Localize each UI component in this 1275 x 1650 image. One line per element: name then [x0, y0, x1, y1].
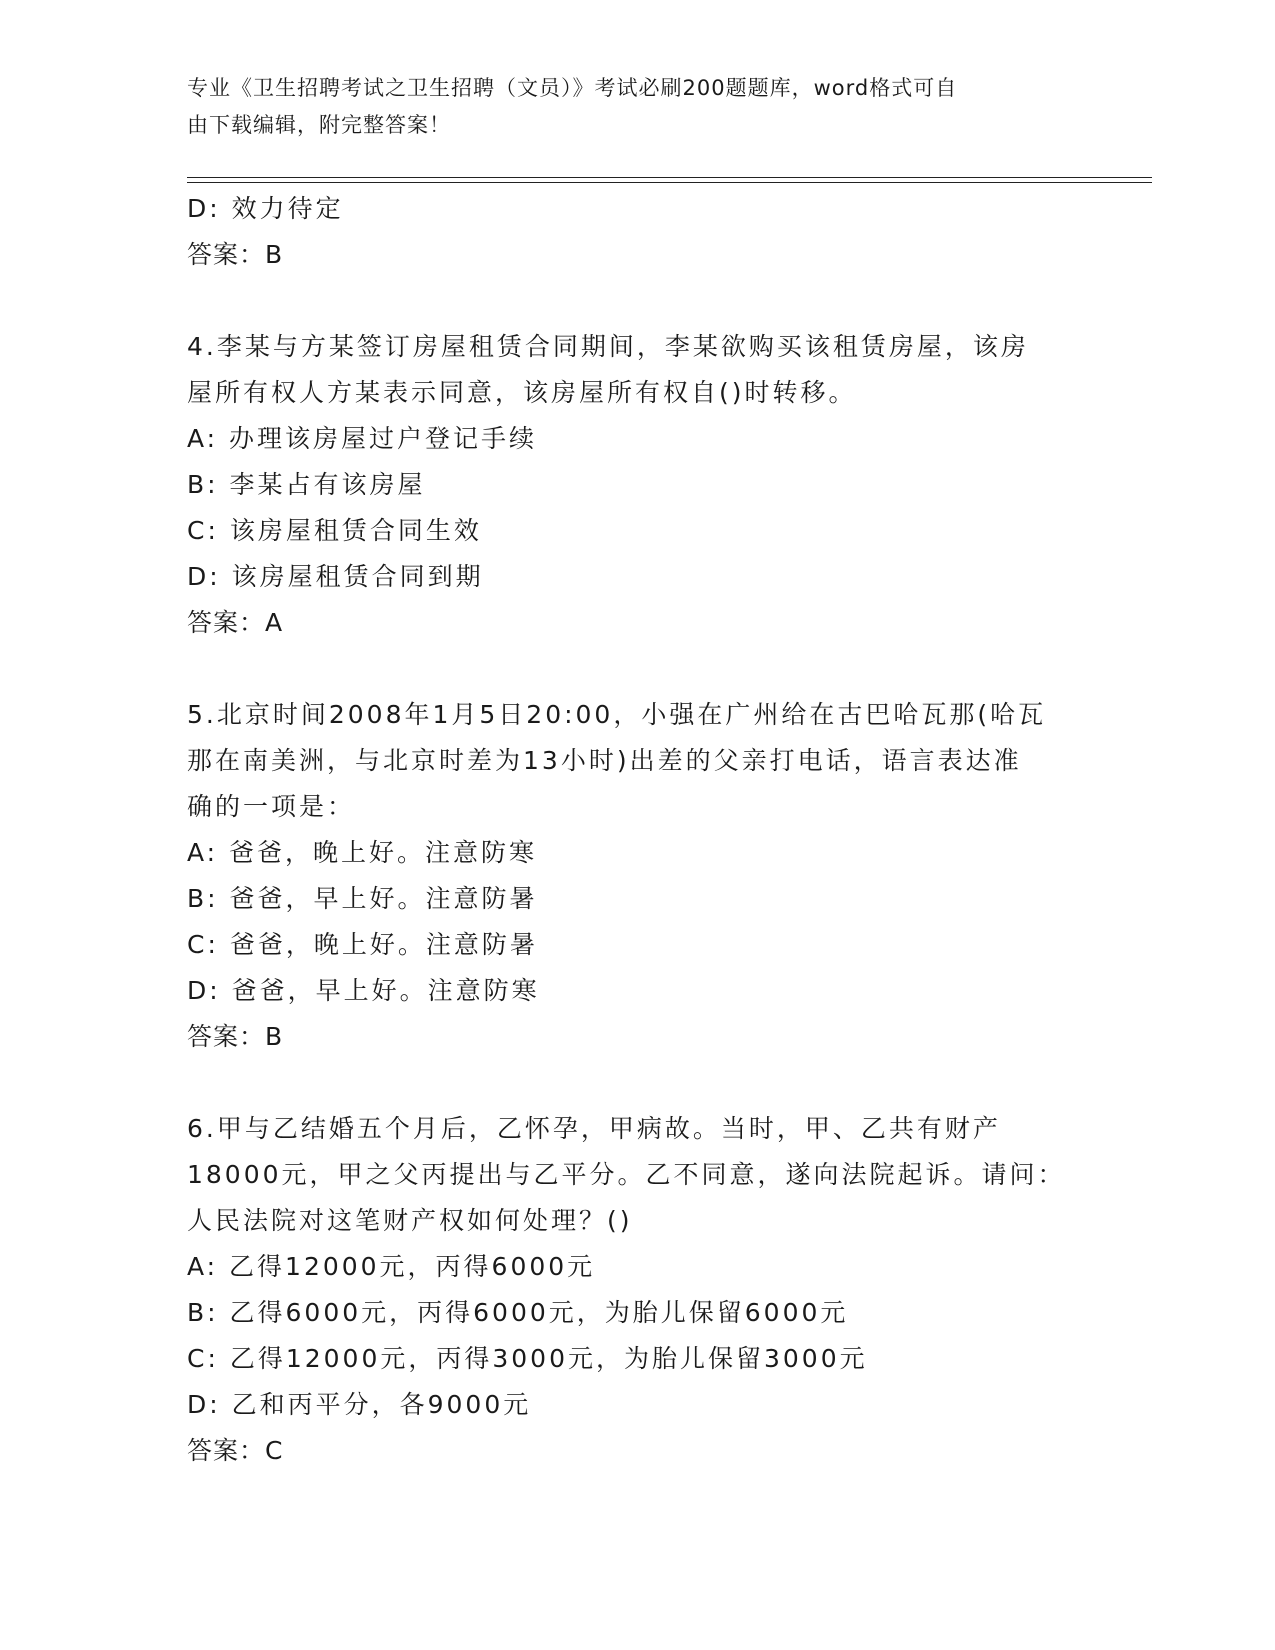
- header-divider-bottom: [187, 182, 1152, 183]
- option-c: C: 爸爸，晚上好。注意防暑: [187, 930, 538, 959]
- option-d: D: 爸爸，早上好。注意防寒: [187, 976, 540, 1005]
- spacer: [187, 646, 1087, 692]
- document-header: [187, 70, 1087, 144]
- header-title-line-2: 由下载编辑，附完整答案！: [187, 113, 451, 137]
- question-stem-line: 18000元，甲之父丙提出与乙平分。乙不同意，遂向法院起诉。请问：: [187, 1160, 1066, 1189]
- question-stem-line: 确的一项是：: [187, 792, 356, 821]
- question-stem-line: 屋所有权人方某表示同意，该房屋所有权自()时转移。: [187, 378, 857, 407]
- option-c: C: 乙得12000元，丙得3000元，为胎儿保留3000元: [187, 1344, 868, 1373]
- answer: 答案：B: [187, 240, 284, 269]
- answer: 答案：B: [187, 1022, 284, 1051]
- question-list: [187, 186, 1087, 1474]
- question-6: [187, 1106, 1087, 1474]
- question-stem-line: 人民法院对这笔财产权如何处理？(): [187, 1206, 633, 1235]
- option-d: D: 效力待定: [187, 194, 344, 223]
- option-a: A: 乙得12000元，丙得6000元: [187, 1252, 596, 1281]
- header-divider-top: [187, 177, 1152, 178]
- question-stem-line: 那在南美洲，与北京时差为13小时)出差的父亲打电话，语言表达准: [187, 746, 1022, 775]
- option-d: D: 乙和丙平分，各9000元: [187, 1390, 532, 1419]
- option-a: A: 办理该房屋过户登记手续: [187, 424, 538, 453]
- option-c: C: 该房屋租赁合同生效: [187, 516, 482, 545]
- question-5: [187, 692, 1087, 1060]
- option-b: B: 李某占有该房屋: [187, 470, 426, 499]
- question-4: [187, 324, 1087, 646]
- header-title-line-1: 专业《卫生招聘考试之卫生招聘（文员）》考试必刷200题题库，word格式可自: [187, 76, 958, 100]
- spacer: [187, 1060, 1087, 1106]
- question-stem-line: 6.甲与乙结婚五个月后，乙怀孕，甲病故。当时，甲、乙共有财产: [187, 1114, 1001, 1143]
- answer: 答案：A: [187, 608, 284, 637]
- option-d: D: 该房屋租赁合同到期: [187, 562, 484, 591]
- option-b: B: 爸爸，早上好。注意防暑: [187, 884, 538, 913]
- question-3-tail: [187, 186, 1087, 278]
- spacer: [187, 278, 1087, 324]
- answer: 答案：C: [187, 1436, 284, 1465]
- option-b: B: 乙得6000元，丙得6000元，为胎儿保留6000元: [187, 1298, 849, 1327]
- option-a: A: 爸爸，晚上好。注意防寒: [187, 838, 538, 867]
- question-stem-line: 5.北京时间2008年1月5日20:00，小强在广州给在古巴哈瓦那(哈瓦: [187, 700, 1047, 729]
- question-stem-line: 4.李某与方某签订房屋租赁合同期间，李某欲购买该租赁房屋，该房: [187, 332, 1029, 361]
